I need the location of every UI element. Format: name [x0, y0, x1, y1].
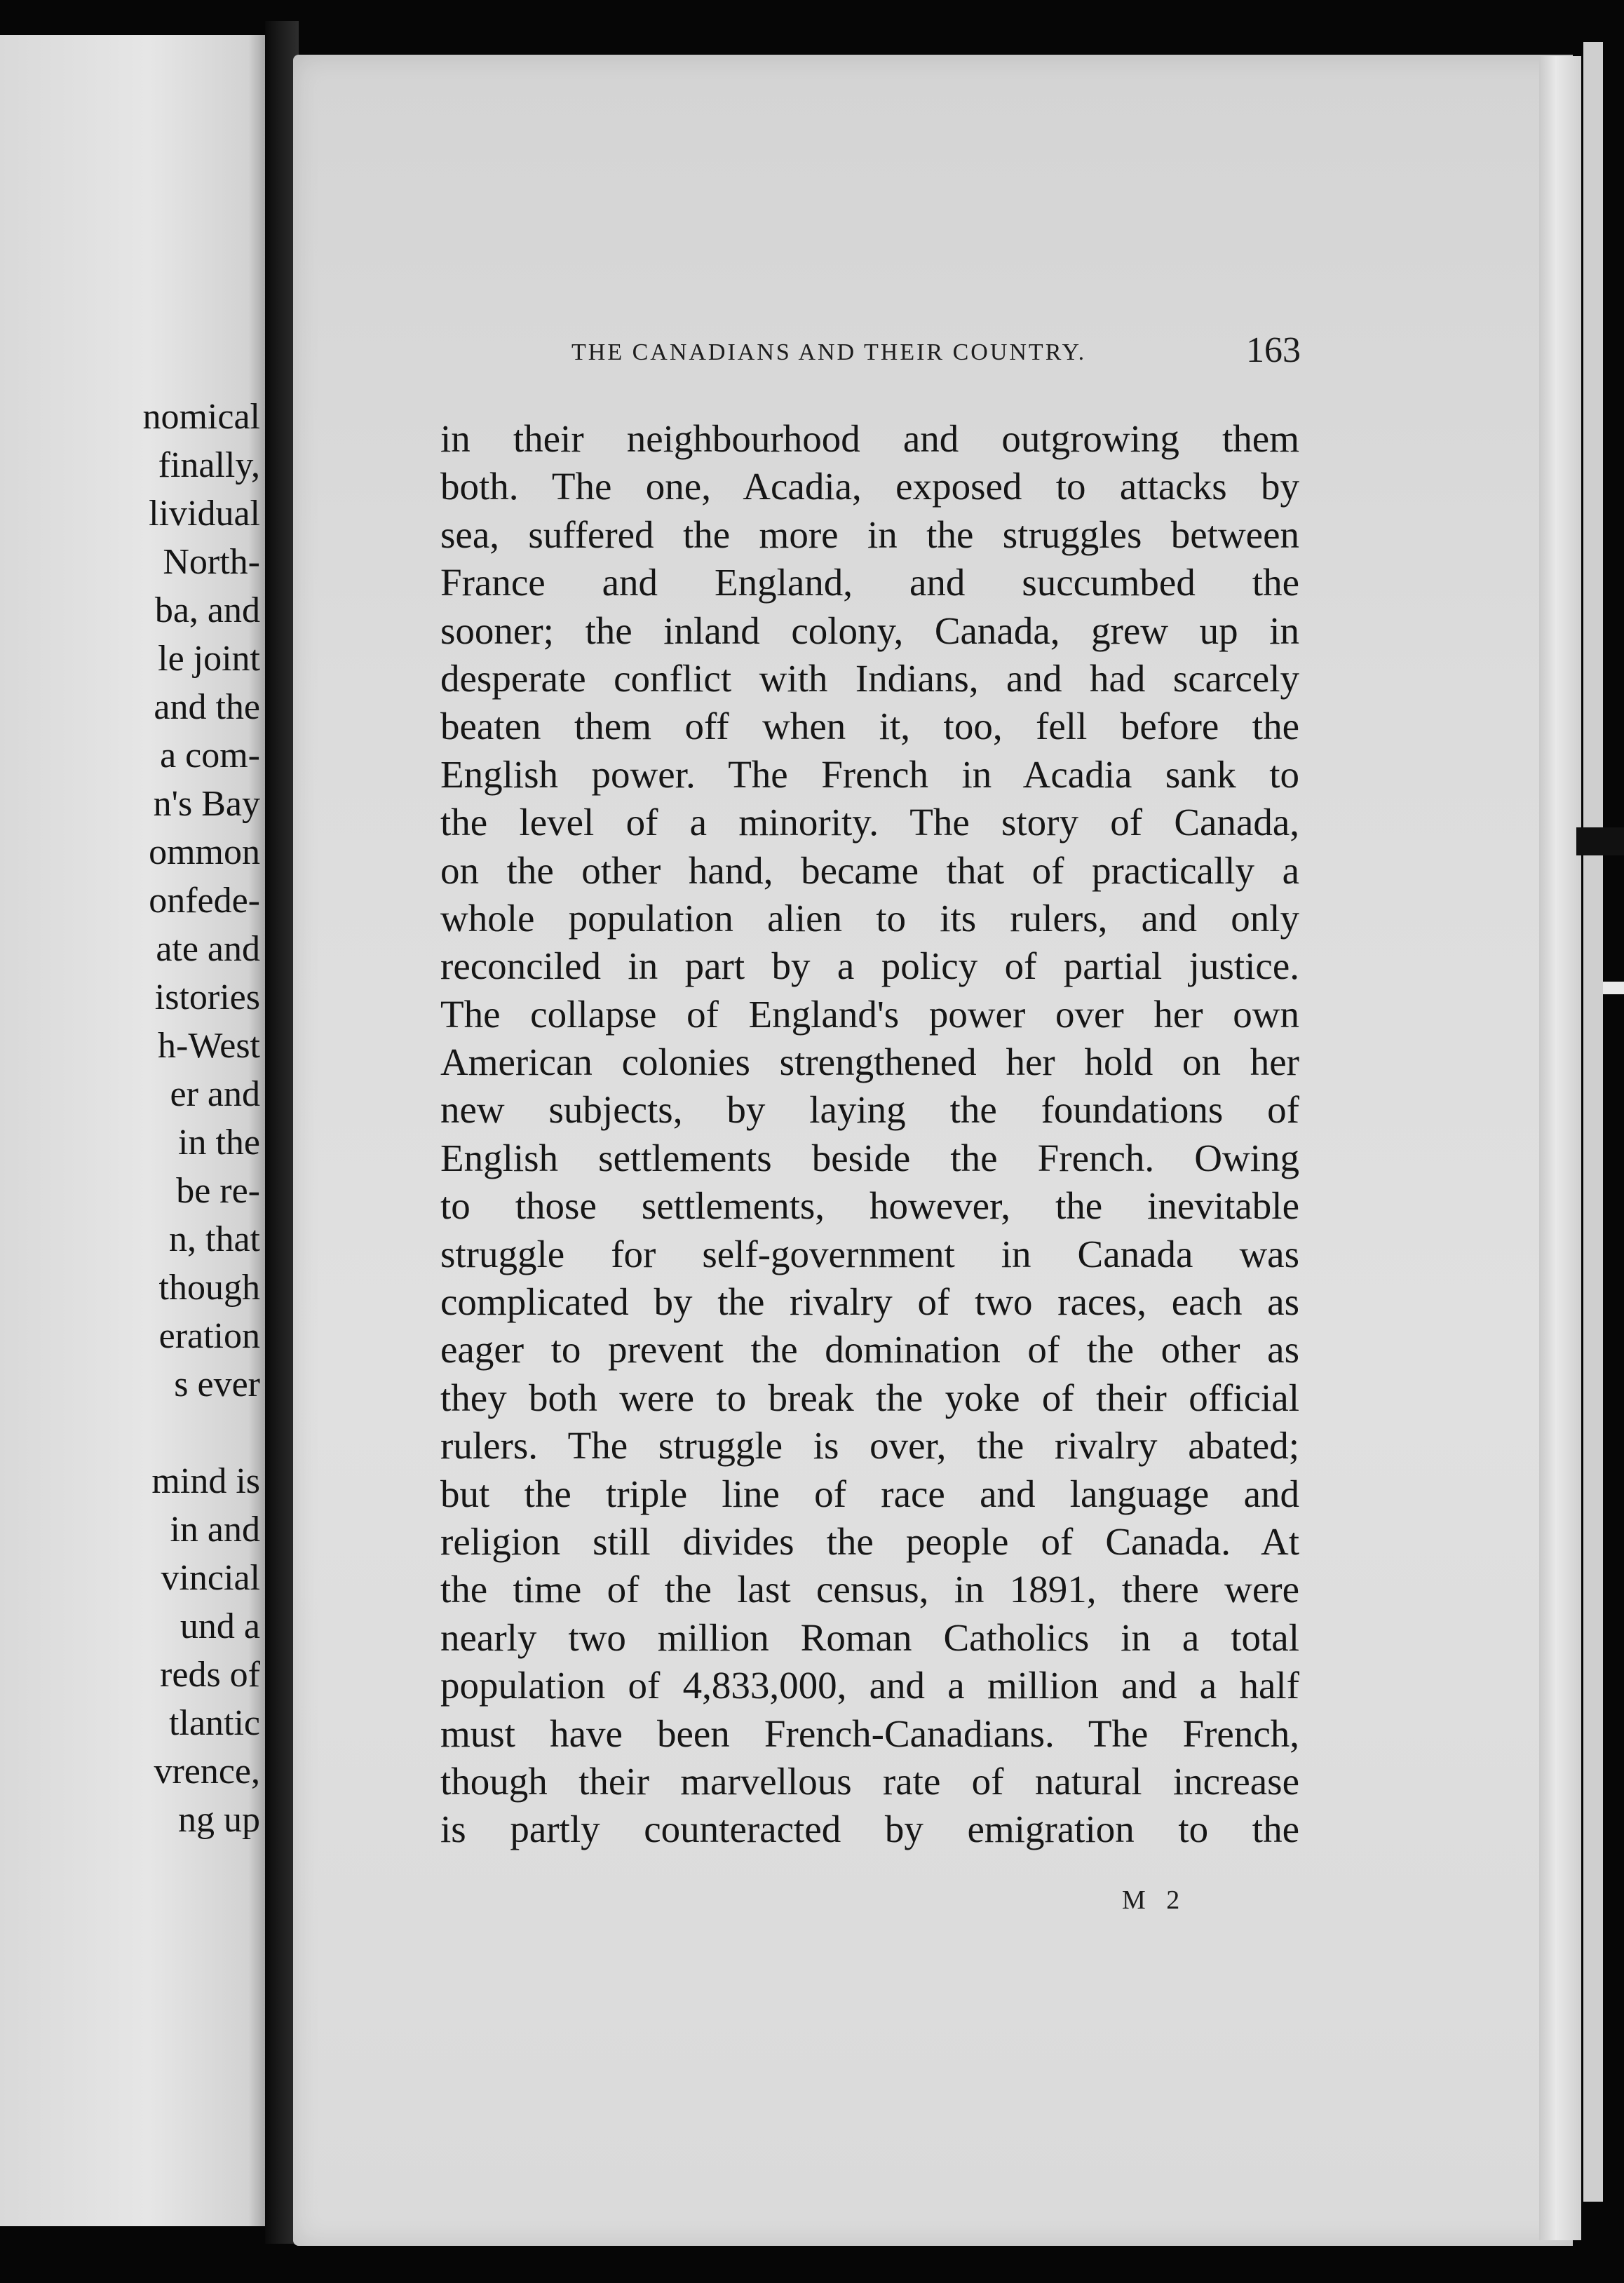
left-line: in the	[178, 1123, 260, 1163]
left-line: h-West	[158, 1026, 260, 1066]
text-line: new subjects, by laying the foundations of	[440, 1088, 1299, 1132]
text-line: the level of a minority. The story of Canada,	[440, 801, 1299, 844]
left-line: n, that	[169, 1219, 260, 1259]
left-line: vincial	[161, 1558, 260, 1598]
left-line: lividual	[149, 494, 260, 534]
left-line: er and	[170, 1074, 260, 1114]
text-line: desperate conflict with Indians, and had scarcely	[440, 656, 1299, 700]
page-edge	[1539, 56, 1581, 2240]
outer-page-edge	[1583, 42, 1603, 2202]
text-line: complicated by the rivalry of two races, each as	[440, 1280, 1299, 1324]
left-line: North-	[163, 542, 260, 582]
text-line: reconciled in part by a policy of partial justice.	[440, 944, 1299, 988]
left-page-text-column	[0, 393, 260, 1844]
text-line: must have been French-Canadians. The French,	[440, 1712, 1299, 1755]
left-line: n's Bay	[153, 784, 260, 824]
text-line: struggle for self-government in Canada was	[440, 1232, 1299, 1275]
left-line: ommon	[149, 832, 260, 872]
page-number: 163	[1246, 330, 1301, 370]
left-line: a com-	[160, 736, 260, 775]
text-line: English power. The French in Acadia sank to	[440, 752, 1299, 796]
text-line: nearly two million Roman Catholics in a total	[440, 1615, 1299, 1659]
text-line: English settlements beside the French. Owing	[440, 1136, 1299, 1179]
left-line: istories	[154, 977, 260, 1017]
left-page	[0, 35, 270, 2226]
text-line: beaten them off when it, too, fell before the	[440, 705, 1299, 748]
text-line: population of 4,833,000, and a million and a half	[440, 1664, 1299, 1707]
left-line: though	[158, 1268, 260, 1308]
left-line: vrence,	[154, 1752, 260, 1791]
text-line: they both were to break the yoke of their official	[440, 1376, 1299, 1419]
left-line: reds of	[160, 1655, 260, 1695]
text-line: France and England, and succumbed the	[440, 561, 1299, 604]
left-line: ate and	[156, 929, 260, 969]
left-line: and the	[154, 687, 260, 727]
left-line: ng up	[178, 1800, 260, 1840]
running-head: THE CANADIANS AND THEIR COUNTRY.	[571, 339, 1087, 365]
body-text	[440, 415, 1299, 1854]
signature-mark: M 2	[1122, 1885, 1187, 1915]
text-line: to those settlements, however, the inevitable	[440, 1184, 1299, 1228]
text-line: in their neighbourhood and outgrowing them	[440, 417, 1299, 460]
left-line: eration	[158, 1316, 260, 1356]
text-line: whole population alien to its rulers, and only	[440, 896, 1299, 940]
text-line: the time of the last census, in 1891, there were	[440, 1568, 1299, 1611]
text-line: religion still divides the people of Canada. At	[440, 1519, 1299, 1563]
text-line: The collapse of England's power over her own	[440, 992, 1299, 1036]
left-line: s ever	[174, 1364, 260, 1404]
left-line: be re-	[176, 1171, 260, 1211]
left-line: mind is	[151, 1461, 260, 1501]
text-line: but the triple line of race and language and	[440, 1472, 1299, 1515]
left-line: onfede-	[149, 881, 260, 921]
text-line: both. The one, Acadia, exposed to attacks by	[440, 465, 1299, 508]
text-line: rulers. The struggle is over, the rivalry abated;	[440, 1424, 1299, 1468]
left-line: le joint	[158, 639, 260, 679]
left-paragraph-gap	[0, 1409, 260, 1457]
scan-artifact	[1603, 982, 1624, 994]
left-line: in and	[170, 1510, 260, 1550]
left-line: tlantic	[169, 1703, 260, 1743]
text-line: American colonies strengthened her hold on her	[440, 1041, 1299, 1084]
text-line: on the other hand, became that of practically a	[440, 848, 1299, 892]
left-line: ba, and	[154, 590, 260, 630]
text-line: sea, suffered the more in the struggles between	[440, 513, 1299, 556]
left-line: finally,	[158, 445, 260, 485]
text-line: is partly counteracted by emigration to the	[440, 1808, 1299, 1851]
left-line: und a	[180, 1606, 260, 1646]
text-line: though their marvellous rate of natural increase	[440, 1759, 1299, 1803]
text-line: sooner; the inland colony, Canada, grew up in	[440, 609, 1299, 652]
scan-artifact	[1576, 827, 1624, 855]
left-line: nomical	[142, 397, 260, 437]
text-line: eager to prevent the domination of the other as	[440, 1328, 1299, 1371]
